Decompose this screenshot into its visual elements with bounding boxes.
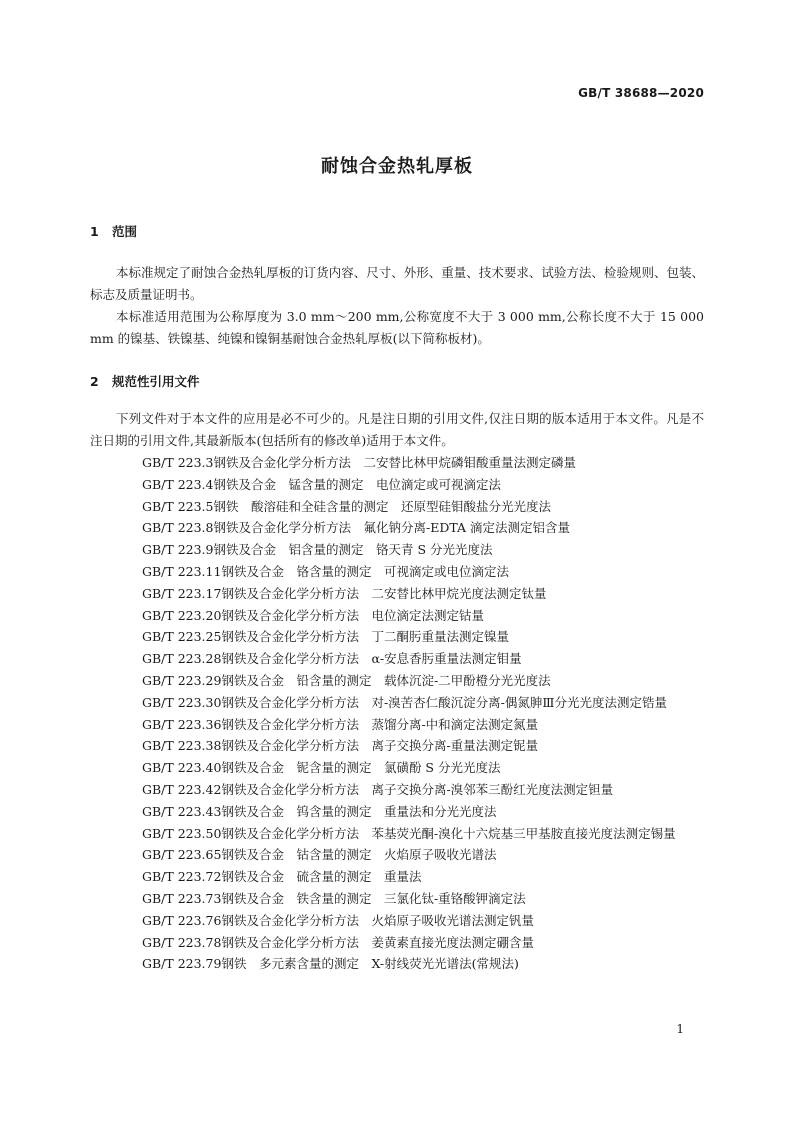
- reference-title: 钢铁及合金化学分析方法 苯基荧光酮-溴化十六烷基三甲基胺直接光度法测定锡量: [221, 825, 676, 841]
- reference-item: [90, 714, 704, 736]
- reference-item: [90, 692, 704, 714]
- reference-code: GB/T 223.17: [142, 585, 222, 601]
- section-heading-scope: [90, 222, 137, 240]
- reference-code: GB/T 223.29: [142, 672, 222, 688]
- reference-code: GB/T 223.11: [142, 563, 222, 579]
- reference-code: GB/T 223.79: [142, 956, 222, 972]
- reference-code: GB/T 223.4: [142, 476, 214, 492]
- reference-code: GB/T 223.5: [142, 498, 214, 514]
- reference-item: [90, 779, 704, 801]
- reference-title: 钢铁 酸溶硅和全硅含量的测定 还原型硅钼酸盐分光光度法: [213, 498, 551, 514]
- reference-title: 钢铁及合金化学分析方法 电位滴定法测定钴量: [221, 607, 484, 623]
- reference-code: GB/T 223.8: [142, 520, 214, 536]
- reference-item: [90, 539, 704, 561]
- reference-item: [90, 561, 704, 583]
- reference-title: 钢铁及合金化学分析方法 氟化钠分离-EDTA 滴定法测定铝含量: [213, 520, 571, 536]
- reference-title: 钢铁及合金 铬含量的测定 可视滴定或电位滴定法: [221, 563, 509, 579]
- reference-title: 钢铁及合金化学分析方法 离子交换分离-溴邻苯三酚红光度法测定钽量: [221, 781, 614, 797]
- reference-code: GB/T 223.43: [142, 803, 222, 819]
- reference-title: 钢铁及合金化学分析方法 姜黄素直接光度法测定硼含量: [221, 934, 534, 950]
- reference-code: GB/T 223.25: [142, 629, 222, 645]
- reference-item: [90, 953, 704, 975]
- reference-code: GB/T 223.20: [142, 607, 222, 623]
- reference-title: 钢铁及合金 铝含量的测定 铬天青 S 分光光度法: [213, 542, 493, 558]
- reference-code: GB/T 223.50: [142, 825, 222, 841]
- reference-title: 钢铁及合金化学分析方法 对-溴苦杏仁酸沉淀分离-偶氮胂Ⅲ分光光度法测定锆量: [221, 694, 667, 710]
- reference-code: GB/T 223.28: [142, 651, 222, 667]
- reference-title: 钢铁及合金化学分析方法 丁二酮肟重量法测定镍量: [221, 629, 509, 645]
- section-title: 规范性引用文件: [112, 374, 200, 389]
- reference-code: GB/T 223.36: [142, 716, 222, 732]
- reference-code: GB/T 223.38: [142, 738, 222, 754]
- reference-code: GB/T 223.76: [142, 912, 222, 928]
- reference-item: [90, 605, 704, 627]
- page-number: 1: [676, 1022, 684, 1036]
- reference-title: 钢铁及合金 铁含量的测定 三氯化钛-重铬酸钾滴定法: [221, 890, 526, 906]
- reference-list: [90, 452, 704, 975]
- reference-code: GB/T 223.73: [142, 890, 222, 906]
- reference-item: [90, 866, 704, 888]
- reference-title: 钢铁及合金化学分析方法 二安替比林甲烷磷钼酸重量法测定磷量: [213, 455, 576, 470]
- reference-code: GB/T 223.40: [142, 760, 222, 776]
- reference-code: GB/T 223.78: [142, 934, 222, 950]
- reference-item: [90, 932, 704, 954]
- reference-item: [90, 474, 704, 496]
- section-title: 范围: [112, 224, 138, 239]
- section-number: 1: [90, 224, 99, 239]
- reference-title: 钢铁及合金化学分析方法 α-安息香肟重量法测定钼量: [221, 651, 522, 667]
- reference-code: GB/T 223.42: [142, 781, 222, 797]
- reference-title: 钢铁及合金化学分析方法 二安替比林甲烷光度法测定钛量: [221, 585, 547, 601]
- reference-item: [90, 844, 704, 866]
- scope-paragraph-2: 本标准适用范围为公称厚度为 3.0 mm～200 mm,公称宽度不大于 3 000 mm,公称长度不大于 15 000 mm 的镍基、铁镍基、纯镍和镍铜基耐蚀合金热轧厚板(以下简称板材)。: [90, 309, 704, 346]
- reference-item: [90, 626, 704, 648]
- reference-title: 钢铁及合金 铅含量的测定 载体沉淀-二甲酚橙分光光度法: [221, 672, 551, 688]
- reference-code: GB/T 223.9: [142, 542, 214, 558]
- reference-code: GB/T 223.65: [142, 847, 222, 863]
- reference-item: [90, 735, 704, 757]
- reference-item: [90, 496, 704, 518]
- reference-item: [90, 670, 704, 692]
- reference-code: GB/T 223.72: [142, 869, 222, 885]
- references-intro: 下列文件对于本文件的应用是必不可少的。凡是注日期的引用文件,仅注日期的版本适用于本文件。凡是不注日期的引用文件,其最新版本(包括所有的修改单)适用于本文件。: [90, 411, 704, 448]
- reference-title: 钢铁 多元素含量的测定 X-射线荧光光谱法(常规法): [221, 956, 519, 972]
- reference-title: 钢铁及合金化学分析方法 离子交换分离-重量法测定铌量: [221, 738, 539, 754]
- reference-item: [90, 801, 704, 823]
- section-number: 2: [90, 374, 99, 389]
- reference-title: 钢铁及合金化学分析方法 蒸馏分离-中和滴定法测定氮量: [221, 716, 539, 732]
- reference-item: [90, 910, 704, 932]
- scope-paragraph-1: 本标准规定了耐蚀合金热轧厚板的订货内容、尺寸、外形、重量、技术要求、试验方法、检验规则、包装、标志及质量证明书。: [90, 265, 704, 302]
- reference-item: [90, 757, 704, 779]
- section-heading-normative-references: [90, 372, 200, 390]
- reference-title: 钢铁及合金 铌含量的测定 氯磺酚 S 分光光度法: [221, 760, 501, 776]
- reference-item: [90, 648, 704, 670]
- reference-item: [90, 823, 704, 845]
- reference-title: 钢铁及合金 锰含量的测定 电位滴定或可视滴定法: [213, 476, 501, 492]
- reference-title: 钢铁及合金 硫含量的测定 重量法: [221, 869, 422, 885]
- reference-item: [90, 583, 704, 605]
- reference-item: [90, 888, 704, 910]
- reference-title: 钢铁及合金 钨含量的测定 重量法和分光光度法: [221, 803, 497, 819]
- reference-code: GB/T 223.30: [142, 694, 222, 710]
- standard-code: GB/T 38688—2020: [578, 86, 704, 100]
- document-title: 耐蚀合金热轧厚板: [321, 156, 473, 177]
- reference-item: [90, 452, 704, 474]
- reference-item: [90, 517, 704, 539]
- reference-title: 钢铁及合金化学分析方法 火焰原子吸收光谱法测定钒量: [221, 912, 534, 928]
- reference-code: GB/T 223.3: [142, 455, 214, 470]
- reference-title: 钢铁及合金 钴含量的测定 火焰原子吸收光谱法: [221, 847, 497, 863]
